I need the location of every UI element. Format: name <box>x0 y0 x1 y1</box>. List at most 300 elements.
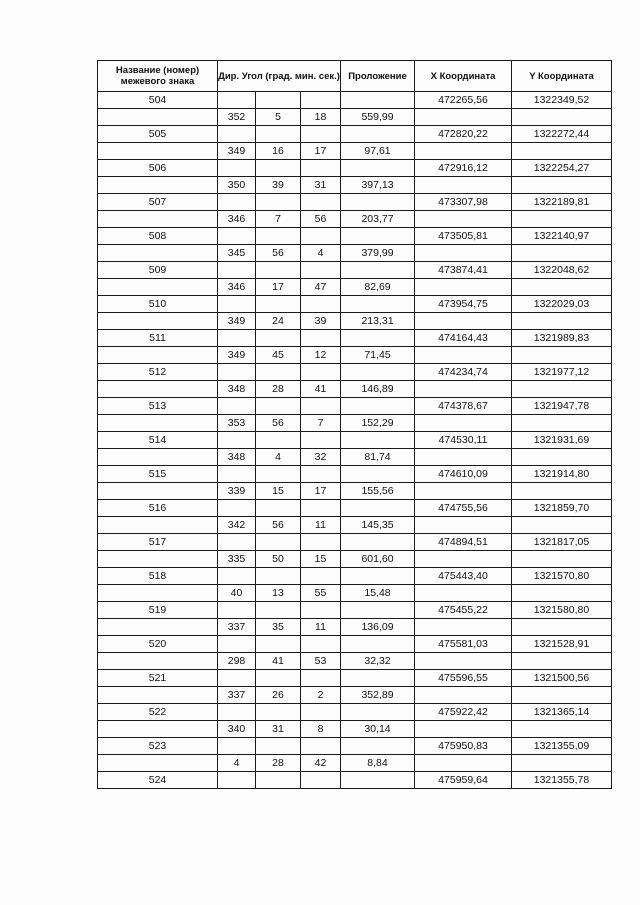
cell-x: 475922,42 <box>415 704 512 721</box>
cell-min <box>256 636 301 653</box>
table-row-segment <box>98 619 612 636</box>
cell-y: 1322189,81 <box>512 194 612 211</box>
cell-x <box>415 755 512 772</box>
cell-name <box>98 109 218 126</box>
cell-sec: 11 <box>301 619 341 636</box>
cell-sec: 7 <box>301 415 341 432</box>
table-row-point <box>98 126 612 143</box>
cell-sec <box>301 432 341 449</box>
cell-x: 475959,64 <box>415 772 512 789</box>
cell-deg <box>218 772 256 789</box>
table-row-segment <box>98 721 612 738</box>
cell-min <box>256 500 301 517</box>
cell-y <box>512 245 612 262</box>
table-row-segment <box>98 313 612 330</box>
cell-x <box>415 585 512 602</box>
cell-min <box>256 364 301 381</box>
cell-name: 511 <box>98 330 218 347</box>
cell-sec <box>301 534 341 551</box>
cell-len <box>341 568 415 585</box>
cell-deg: 337 <box>218 619 256 636</box>
cell-y <box>512 449 612 466</box>
table-row-point <box>98 262 612 279</box>
cell-deg: 337 <box>218 687 256 704</box>
cell-y: 1321365,14 <box>512 704 612 721</box>
cell-name: 505 <box>98 126 218 143</box>
cell-min: 41 <box>256 653 301 670</box>
cell-y: 1322140,97 <box>512 228 612 245</box>
cell-sec: 11 <box>301 517 341 534</box>
table-row-segment <box>98 347 612 364</box>
cell-sec <box>301 398 341 415</box>
cell-name: 521 <box>98 670 218 687</box>
table-row-segment <box>98 585 612 602</box>
cell-deg <box>218 126 256 143</box>
cell-len: 136,09 <box>341 619 415 636</box>
table-row-segment <box>98 245 612 262</box>
cell-y: 1322048,62 <box>512 262 612 279</box>
cell-name: 513 <box>98 398 218 415</box>
cell-y <box>512 721 612 738</box>
cell-len <box>341 92 415 109</box>
cell-x: 474234,74 <box>415 364 512 381</box>
cell-sec <box>301 330 341 347</box>
table-row-segment <box>98 415 612 432</box>
cell-deg <box>218 228 256 245</box>
cell-deg <box>218 534 256 551</box>
cell-min <box>256 704 301 721</box>
cell-name <box>98 517 218 534</box>
cell-deg <box>218 398 256 415</box>
cell-deg <box>218 670 256 687</box>
cell-y: 1321914,80 <box>512 466 612 483</box>
cell-sec: 39 <box>301 313 341 330</box>
header-angle: Дир. Угол (град. мин. сек.) <box>218 61 341 92</box>
cell-x <box>415 415 512 432</box>
cell-name: 524 <box>98 772 218 789</box>
cell-x: 474610,09 <box>415 466 512 483</box>
cell-y: 1322272,44 <box>512 126 612 143</box>
table-row-segment <box>98 109 612 126</box>
table-row-point <box>98 704 612 721</box>
cell-min: 15 <box>256 483 301 500</box>
cell-y: 1321570,80 <box>512 568 612 585</box>
cell-min: 7 <box>256 211 301 228</box>
cell-x: 473954,75 <box>415 296 512 313</box>
cell-x: 475455,22 <box>415 602 512 619</box>
cell-min <box>256 466 301 483</box>
cell-sec <box>301 738 341 755</box>
cell-len: 82,69 <box>341 279 415 296</box>
cell-min <box>256 670 301 687</box>
cell-deg: 353 <box>218 415 256 432</box>
cell-y <box>512 279 612 296</box>
table-row-point <box>98 296 612 313</box>
cell-y: 1321859,70 <box>512 500 612 517</box>
cell-sec: 32 <box>301 449 341 466</box>
cell-len <box>341 330 415 347</box>
cell-y <box>512 347 612 364</box>
cell-deg: 4 <box>218 755 256 772</box>
cell-x: 473505,81 <box>415 228 512 245</box>
cell-len: 152,29 <box>341 415 415 432</box>
cell-min <box>256 738 301 755</box>
cell-sec <box>301 364 341 381</box>
cell-x: 475443,40 <box>415 568 512 585</box>
cell-y: 1322254,27 <box>512 160 612 177</box>
table-body <box>98 92 612 789</box>
table-row-point <box>98 466 612 483</box>
cell-len: 71,45 <box>341 347 415 364</box>
cell-y: 1321528,91 <box>512 636 612 653</box>
cell-len <box>341 772 415 789</box>
cell-x: 474164,43 <box>415 330 512 347</box>
cell-len: 145,35 <box>341 517 415 534</box>
cell-name <box>98 279 218 296</box>
cell-deg: 342 <box>218 517 256 534</box>
cell-min <box>256 92 301 109</box>
cell-min <box>256 228 301 245</box>
cell-deg: 349 <box>218 347 256 364</box>
cell-min <box>256 432 301 449</box>
cell-name <box>98 381 218 398</box>
cell-y <box>512 177 612 194</box>
cell-sec: 4 <box>301 245 341 262</box>
cell-sec: 55 <box>301 585 341 602</box>
cell-sec: 17 <box>301 143 341 160</box>
cell-len <box>341 194 415 211</box>
cell-len: 97,61 <box>341 143 415 160</box>
cell-x: 472265,56 <box>415 92 512 109</box>
cell-min: 17 <box>256 279 301 296</box>
cell-deg: 298 <box>218 653 256 670</box>
cell-len <box>341 228 415 245</box>
cell-len <box>341 636 415 653</box>
cell-deg <box>218 330 256 347</box>
table-row-point <box>98 738 612 755</box>
cell-x: 473874,41 <box>415 262 512 279</box>
cell-len: 203,77 <box>341 211 415 228</box>
cell-deg: 346 <box>218 211 256 228</box>
cell-y <box>512 211 612 228</box>
cell-min: 28 <box>256 755 301 772</box>
cell-min: 50 <box>256 551 301 568</box>
cell-sec <box>301 636 341 653</box>
cell-x: 473307,98 <box>415 194 512 211</box>
cell-y <box>512 619 612 636</box>
cell-len: 15,48 <box>341 585 415 602</box>
cell-min <box>256 534 301 551</box>
cell-name: 518 <box>98 568 218 585</box>
cell-min <box>256 772 301 789</box>
cell-x: 475596,55 <box>415 670 512 687</box>
cell-x <box>415 721 512 738</box>
cell-name: 523 <box>98 738 218 755</box>
cell-deg: 335 <box>218 551 256 568</box>
cell-name <box>98 653 218 670</box>
cell-y: 1321355,78 <box>512 772 612 789</box>
cell-y <box>512 755 612 772</box>
table-row-point <box>98 534 612 551</box>
cell-name: 506 <box>98 160 218 177</box>
cell-len: 8,84 <box>341 755 415 772</box>
cell-sec: 41 <box>301 381 341 398</box>
cell-sec <box>301 160 341 177</box>
cell-x: 475950,83 <box>415 738 512 755</box>
cell-len <box>341 296 415 313</box>
cell-deg <box>218 262 256 279</box>
cell-y <box>512 517 612 534</box>
cell-min <box>256 262 301 279</box>
cell-len: 397,13 <box>341 177 415 194</box>
cell-min: 56 <box>256 415 301 432</box>
cell-min <box>256 602 301 619</box>
cell-sec: 8 <box>301 721 341 738</box>
cell-name <box>98 721 218 738</box>
cell-min <box>256 126 301 143</box>
header-x: X Координата <box>415 61 512 92</box>
cell-name: 515 <box>98 466 218 483</box>
cell-x <box>415 653 512 670</box>
table-row-segment <box>98 177 612 194</box>
cell-y <box>512 653 612 670</box>
cell-y: 1321580,80 <box>512 602 612 619</box>
cell-min <box>256 160 301 177</box>
cell-name: 520 <box>98 636 218 653</box>
cell-deg <box>218 602 256 619</box>
cell-x <box>415 177 512 194</box>
cell-y <box>512 415 612 432</box>
cell-name <box>98 449 218 466</box>
cell-deg <box>218 500 256 517</box>
cell-y: 1322029,03 <box>512 296 612 313</box>
cell-min: 56 <box>256 517 301 534</box>
table-row-segment <box>98 279 612 296</box>
table-row-segment <box>98 687 612 704</box>
cell-sec: 47 <box>301 279 341 296</box>
table-row-point <box>98 568 612 585</box>
cell-len: 352,89 <box>341 687 415 704</box>
cell-sec <box>301 568 341 585</box>
table-row-point <box>98 398 612 415</box>
cell-sec: 18 <box>301 109 341 126</box>
cell-y: 1321355,09 <box>512 738 612 755</box>
cell-sec: 17 <box>301 483 341 500</box>
cell-deg <box>218 568 256 585</box>
cell-len: 379,99 <box>341 245 415 262</box>
cell-x <box>415 551 512 568</box>
cell-name <box>98 245 218 262</box>
cell-name <box>98 619 218 636</box>
table-row-point <box>98 194 612 211</box>
cell-name <box>98 483 218 500</box>
cell-x <box>415 517 512 534</box>
cell-deg: 350 <box>218 177 256 194</box>
cell-sec <box>301 772 341 789</box>
cell-y: 1321989,83 <box>512 330 612 347</box>
cell-x: 474378,67 <box>415 398 512 415</box>
cell-deg <box>218 636 256 653</box>
cell-deg: 339 <box>218 483 256 500</box>
cell-name: 514 <box>98 432 218 449</box>
cell-min: 16 <box>256 143 301 160</box>
cell-min: 39 <box>256 177 301 194</box>
cell-min: 56 <box>256 245 301 262</box>
cell-y <box>512 109 612 126</box>
cell-deg <box>218 364 256 381</box>
cell-name: 522 <box>98 704 218 721</box>
cell-name: 512 <box>98 364 218 381</box>
cell-len <box>341 534 415 551</box>
cell-len <box>341 704 415 721</box>
cell-len: 601,60 <box>341 551 415 568</box>
cell-len: 213,31 <box>341 313 415 330</box>
cell-len <box>341 398 415 415</box>
cell-name: 519 <box>98 602 218 619</box>
cell-len <box>341 670 415 687</box>
cell-deg <box>218 296 256 313</box>
cell-deg <box>218 194 256 211</box>
cell-deg: 340 <box>218 721 256 738</box>
table-row-segment <box>98 483 612 500</box>
cell-deg: 348 <box>218 381 256 398</box>
cell-x: 474894,51 <box>415 534 512 551</box>
cell-min <box>256 568 301 585</box>
cell-y: 1321817,05 <box>512 534 612 551</box>
table-header-row <box>98 61 612 92</box>
cell-deg: 349 <box>218 313 256 330</box>
cell-min: 31 <box>256 721 301 738</box>
cell-deg: 40 <box>218 585 256 602</box>
cell-name <box>98 313 218 330</box>
cell-y <box>512 551 612 568</box>
table-row-segment <box>98 211 612 228</box>
cell-deg <box>218 160 256 177</box>
table-row-point <box>98 432 612 449</box>
cell-deg <box>218 466 256 483</box>
cell-min <box>256 398 301 415</box>
cell-y <box>512 143 612 160</box>
cell-sec <box>301 466 341 483</box>
cell-deg: 352 <box>218 109 256 126</box>
cell-min <box>256 194 301 211</box>
table-row-segment <box>98 653 612 670</box>
cell-sec <box>301 228 341 245</box>
cell-min <box>256 296 301 313</box>
cell-y <box>512 687 612 704</box>
cell-x <box>415 687 512 704</box>
table-row-segment <box>98 381 612 398</box>
cell-name <box>98 211 218 228</box>
cell-x: 474530,11 <box>415 432 512 449</box>
cell-min: 35 <box>256 619 301 636</box>
cell-name: 509 <box>98 262 218 279</box>
cell-min: 24 <box>256 313 301 330</box>
cell-sec <box>301 194 341 211</box>
table-row-segment <box>98 551 612 568</box>
cell-sec: 53 <box>301 653 341 670</box>
cell-sec: 2 <box>301 687 341 704</box>
cell-len <box>341 500 415 517</box>
cell-name <box>98 687 218 704</box>
cell-name <box>98 585 218 602</box>
cell-y: 1322349,52 <box>512 92 612 109</box>
cell-x <box>415 211 512 228</box>
cell-sec <box>301 92 341 109</box>
table-row-point <box>98 228 612 245</box>
cell-len <box>341 602 415 619</box>
cell-name <box>98 551 218 568</box>
cell-y <box>512 313 612 330</box>
cell-name: 504 <box>98 92 218 109</box>
cell-len <box>341 126 415 143</box>
cell-x <box>415 143 512 160</box>
header-name: Название (номер) межевого знака <box>98 61 218 92</box>
cell-name: 517 <box>98 534 218 551</box>
table-row-segment <box>98 755 612 772</box>
cell-y: 1321977,12 <box>512 364 612 381</box>
cell-x: 472820,22 <box>415 126 512 143</box>
table-row-point <box>98 330 612 347</box>
cell-name <box>98 177 218 194</box>
cell-min: 26 <box>256 687 301 704</box>
cell-len: 155,56 <box>341 483 415 500</box>
cell-sec <box>301 500 341 517</box>
cell-deg <box>218 92 256 109</box>
cell-sec: 15 <box>301 551 341 568</box>
cell-x <box>415 449 512 466</box>
cell-x <box>415 279 512 296</box>
cell-deg: 348 <box>218 449 256 466</box>
cell-y <box>512 585 612 602</box>
cell-len: 146,89 <box>341 381 415 398</box>
cell-len <box>341 432 415 449</box>
cell-len <box>341 466 415 483</box>
cell-len: 81,74 <box>341 449 415 466</box>
cell-name: 510 <box>98 296 218 313</box>
cell-min: 4 <box>256 449 301 466</box>
cell-name: 508 <box>98 228 218 245</box>
cell-x <box>415 245 512 262</box>
cell-min: 28 <box>256 381 301 398</box>
table-row-point <box>98 92 612 109</box>
boundary-coordinates-table <box>97 60 612 789</box>
cell-name: 507 <box>98 194 218 211</box>
cell-sec: 31 <box>301 177 341 194</box>
cell-sec <box>301 126 341 143</box>
header-y: Y Координата <box>512 61 612 92</box>
table-row-point <box>98 670 612 687</box>
table-row-point <box>98 160 612 177</box>
cell-y: 1321931,69 <box>512 432 612 449</box>
cell-len: 559,99 <box>341 109 415 126</box>
cell-x <box>415 347 512 364</box>
cell-x <box>415 619 512 636</box>
cell-deg <box>218 738 256 755</box>
cell-y: 1321500,56 <box>512 670 612 687</box>
cell-sec <box>301 602 341 619</box>
table-row-segment <box>98 449 612 466</box>
cell-y: 1321947,78 <box>512 398 612 415</box>
cell-min: 45 <box>256 347 301 364</box>
cell-y <box>512 483 612 500</box>
cell-sec <box>301 670 341 687</box>
cell-sec: 42 <box>301 755 341 772</box>
cell-sec <box>301 262 341 279</box>
table-row-point <box>98 602 612 619</box>
cell-x: 475581,03 <box>415 636 512 653</box>
cell-sec: 12 <box>301 347 341 364</box>
